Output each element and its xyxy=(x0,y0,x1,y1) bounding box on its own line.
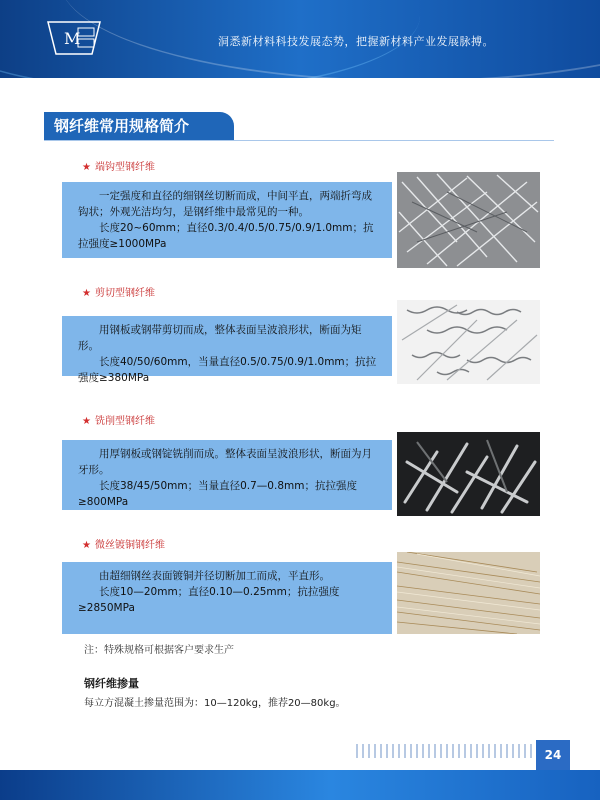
copper-coated-microfiber-photo xyxy=(397,552,540,634)
fiber-description-card xyxy=(62,562,392,634)
fiber-type-label: ★ 端钩型钢纤维 xyxy=(82,162,155,173)
hooked-steel-fiber-photo xyxy=(397,172,540,268)
special-spec-note: 注：特殊规格可根据客户要求生产 xyxy=(84,645,234,656)
star-icon: ★ xyxy=(82,162,91,173)
svg-text:M: M xyxy=(64,29,81,48)
fiber-type-label: ★ 微丝镀铜钢纤维 xyxy=(82,540,165,551)
page-number: 24 xyxy=(536,740,570,770)
fiber-specs: 长度38/45/50mm；当量直径0.7—0.8mm；抗拉强度≥800MPa xyxy=(78,480,357,508)
footer-tick-decoration xyxy=(356,744,536,758)
star-icon: ★ xyxy=(82,540,91,551)
header-slogan: 洞悉新材料科技发展态势，把握新材料产业发展脉搏。 xyxy=(218,35,494,48)
sheared-steel-fiber-photo xyxy=(397,300,540,384)
section-title: 钢纤维常用规格简介 xyxy=(44,112,234,140)
star-icon: ★ xyxy=(82,288,91,299)
fiber-type-label: ★ 剪切型钢纤维 xyxy=(82,288,155,299)
fiber-description-card xyxy=(62,182,392,258)
dosage-title: 钢纤维掺量 xyxy=(84,677,139,690)
star-icon: ★ xyxy=(82,416,91,427)
fiber-specs: 长度10—20mm；直径0.10—0.25mm；抗拉强度≥2850MPa xyxy=(78,586,340,614)
fiber-description: 由超细钢丝表面镀铜并径切断加工而成，平直形。 xyxy=(99,570,330,582)
company-logo xyxy=(42,18,106,58)
fiber-description: 用钢板或钢带剪切而成，整体表面呈波浪形状，断面为矩形。 xyxy=(78,324,362,352)
fiber-description: 一定强度和直径的细钢丝切断而成，中间平直，两端折弯成钩状；外观光洁均匀，是钢纤维中最常见的一种。 xyxy=(78,190,372,218)
page-footer-bar xyxy=(0,770,600,800)
fiber-description: 用厚钢板或钢锭铣削而成。整体表面呈波浪形状，断面为月牙形。 xyxy=(78,448,372,476)
fiber-description-card xyxy=(62,440,392,510)
page-header xyxy=(0,0,600,78)
fiber-description-card xyxy=(62,316,392,384)
fiber-specs: 长度20~60mm；直径0.3/0.4/0.5/0.75/0.9/1.0mm；抗拉强度≥1000MPa xyxy=(78,222,374,250)
fiber-type-label: ★ 铣削型钢纤维 xyxy=(82,416,155,427)
milled-steel-fiber-photo xyxy=(397,432,540,516)
section-divider xyxy=(44,140,554,141)
fiber-specs: 长度40/50/60mm，当量直径0.5/0.75/0.9/1.0mm；抗拉强度≥380MPa xyxy=(78,356,377,384)
dosage-text: 每立方混凝土掺量范围为：10—120kg，推荐20—80kg。 xyxy=(84,698,346,709)
